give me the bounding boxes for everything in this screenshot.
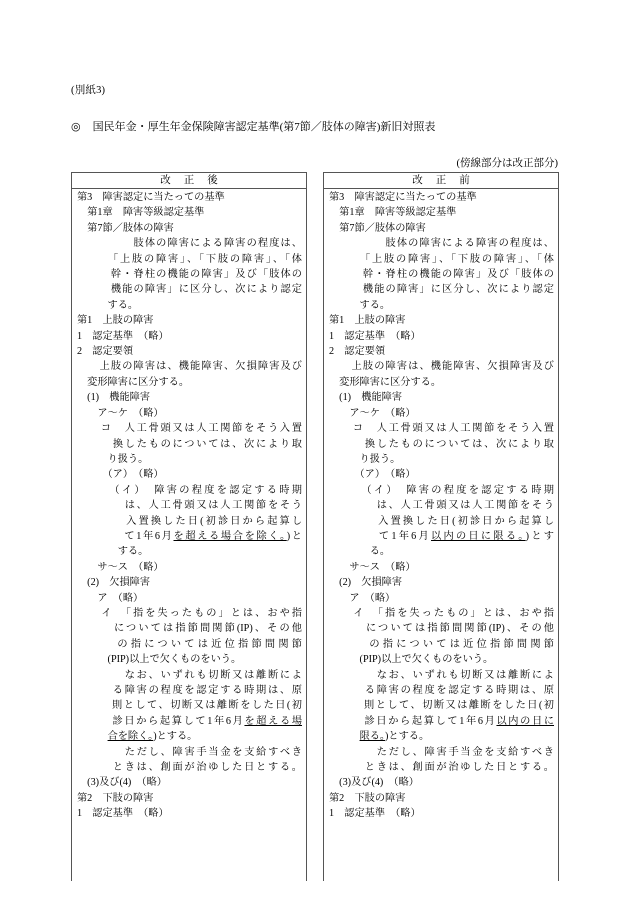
revised-text: 以内の日に限る。 bbox=[431, 530, 526, 542]
text-line: 2 認定要領 bbox=[77, 346, 134, 358]
text-line: コ 人工骨頭又は人工関節をそう入置 bbox=[329, 423, 554, 435]
text-line: ときは、創面が治ゆした日とする。 bbox=[77, 762, 302, 774]
text-line: サ～ス （略） bbox=[77, 561, 164, 573]
text-run: )とする。 bbox=[385, 731, 430, 743]
text-line: 2 認定要領 bbox=[329, 346, 386, 358]
revised-text: を超える場合を除く。 bbox=[173, 530, 287, 542]
text-line: (1) 機能障害 bbox=[77, 392, 151, 404]
text-line: 1 認定基準 （略） bbox=[77, 330, 169, 342]
text-line: （ア） （略） bbox=[77, 469, 164, 481]
text-line: 変形障害に区分する。 bbox=[329, 376, 442, 388]
text-line: 「上肢の障害」、「下肢の障害」、「体 bbox=[329, 253, 554, 265]
text-line: ア （略） bbox=[77, 592, 144, 604]
text-run: )とす bbox=[525, 530, 554, 542]
text-line: イ 「指を失ったもの」とは、おや指 bbox=[329, 607, 554, 619]
document-title-text: 国民年金・厚生年金保険障害認定基準(第7節／肢体の障害)新旧対照表 bbox=[92, 121, 436, 133]
text-line: 第2 下肢の障害 bbox=[77, 792, 154, 804]
text-line: については指節間関節(IP)、その他 bbox=[329, 623, 554, 635]
table-column-before bbox=[323, 172, 559, 881]
text-line: 機能の障害」に区分し、次により認定 bbox=[329, 284, 554, 296]
text-line: ただし、障害手当金を支給すべき bbox=[77, 746, 302, 758]
attachment-label: (別紙3) bbox=[71, 85, 106, 96]
revised-text: 合を除く。 bbox=[107, 731, 154, 743]
text-line: 換したものについては、次により取 bbox=[77, 438, 302, 450]
text-line: 第2 下肢の障害 bbox=[329, 792, 406, 804]
document-title bbox=[71, 118, 435, 134]
text-line: 「上肢の障害」、「下肢の障害」、「体 bbox=[77, 253, 302, 265]
text-line: 則として、切断又は離断をした日(初 bbox=[329, 700, 554, 712]
text-line: は、人工骨頭又は人工関節をそう bbox=[329, 500, 554, 512]
column-body-before bbox=[324, 189, 558, 881]
text-line: イ 「指を失ったもの」とは、おや指 bbox=[77, 607, 302, 619]
text-line: (PIP)以上で欠くものをいう。 bbox=[329, 654, 494, 666]
text-line: (3)及び(4) （略） bbox=[329, 777, 419, 789]
text-line: （ア） （略） bbox=[329, 469, 416, 481]
text-line: る障害の程度を認定する時期は、原 bbox=[329, 685, 554, 696]
text-line: 第7節／肢体の障害 bbox=[329, 222, 426, 234]
text-line: は、人工骨頭又は人工関節をそう bbox=[77, 500, 302, 512]
text-line: サ～ス （略） bbox=[329, 561, 416, 573]
text-line: (2) 欠損障害 bbox=[329, 577, 403, 589]
text-line bbox=[329, 714, 554, 729]
text-line bbox=[77, 729, 302, 744]
text-line: 肢体の障害による障害の程度は、 bbox=[329, 238, 554, 250]
column-body-after bbox=[72, 189, 306, 881]
text-line bbox=[77, 714, 302, 729]
revised-text: を超える場 bbox=[244, 715, 303, 727]
text-line bbox=[329, 529, 554, 544]
text-line: る障害の程度を認定する時期は、原 bbox=[77, 685, 302, 696]
text-line: 幹・脊柱の機能の障害」及び「肢体の bbox=[77, 269, 302, 281]
text-line: 換したものについては、次により取 bbox=[329, 438, 554, 450]
text-line: (PIP)以上で欠くものをいう。 bbox=[77, 654, 242, 666]
text-run: 診日から起算して1年6月 bbox=[77, 715, 245, 727]
text-line: する。 bbox=[77, 546, 149, 558]
text-line: 第1 上肢の障害 bbox=[77, 315, 154, 327]
text-line: する。 bbox=[77, 299, 139, 311]
column-header-before: 改正前 bbox=[324, 173, 558, 189]
text-line bbox=[329, 729, 554, 744]
text-line: コ 人工骨頭又は人工関節をそう入置 bbox=[77, 423, 302, 435]
text-line: 第1章 障害等級認定基準 bbox=[329, 207, 457, 219]
text-line: ア～ケ （略） bbox=[329, 407, 416, 419]
text-line: 則として、切断又は離断をした日(初 bbox=[77, 700, 302, 712]
text-line: 入置換した日(初診日から起算し bbox=[329, 515, 554, 527]
text-run bbox=[77, 731, 108, 742]
text-line: ア （略） bbox=[329, 592, 396, 604]
revised-text: 限る。 bbox=[359, 731, 386, 743]
revised-text: 以内の日に bbox=[496, 715, 555, 727]
text-run bbox=[329, 731, 360, 742]
text-line: 上肢の障害は、機能障害、欠損障害及び bbox=[77, 361, 302, 373]
text-line: （イ） 障害の程度を認定する時期 bbox=[329, 484, 554, 496]
circle-mark-icon: ◎ bbox=[71, 121, 81, 133]
text-line: る。 bbox=[329, 546, 391, 558]
text-line: なお、いずれも切断又は離断によ bbox=[77, 669, 302, 681]
text-line: 第1 上肢の障害 bbox=[329, 315, 406, 327]
text-line: 肢体の障害による障害の程度は、 bbox=[77, 238, 302, 250]
text-line bbox=[77, 529, 302, 544]
text-line: り扱う。 bbox=[77, 453, 149, 465]
text-line: ア～ケ （略） bbox=[77, 407, 164, 419]
column-header-after: 改正後 bbox=[72, 173, 306, 189]
text-run: )とする。 bbox=[153, 731, 198, 743]
text-line: 第3 障害認定に当たっての基準 bbox=[329, 192, 477, 203]
text-line: ときは、創面が治ゆした日とする。 bbox=[329, 762, 554, 774]
text-line: 第7節／肢体の障害 bbox=[77, 222, 174, 234]
text-run: て1年6月 bbox=[77, 530, 174, 542]
text-run: て1年6月 bbox=[329, 530, 432, 542]
text-line: 第3 障害認定に当たっての基準 bbox=[77, 192, 225, 203]
text-line: ただし、障害手当金を支給すべき bbox=[329, 746, 554, 758]
text-line: については指節間関節(IP)、その他 bbox=[77, 623, 302, 635]
text-line: 第1章 障害等級認定基準 bbox=[77, 207, 205, 219]
text-run: )と bbox=[286, 530, 302, 542]
text-line: り扱う。 bbox=[329, 453, 401, 465]
text-line: 幹・脊柱の機能の障害」及び「肢体の bbox=[329, 269, 554, 281]
text-line: 入置換した日(初診日から起算し bbox=[77, 515, 302, 527]
text-line: 1 認定基準 （略） bbox=[77, 808, 169, 820]
text-line: 変形障害に区分する。 bbox=[77, 376, 190, 388]
comparison-tables bbox=[71, 172, 559, 881]
text-line: なお、いずれも切断又は離断によ bbox=[329, 669, 554, 681]
table-column-after bbox=[71, 172, 307, 881]
text-line: （イ） 障害の程度を認定する時期 bbox=[77, 484, 302, 496]
text-line: の指については近位指節間関節 bbox=[77, 638, 302, 650]
revision-note: (傍線部分は改正部分) bbox=[456, 158, 558, 169]
text-line: (3)及び(4) （略） bbox=[77, 777, 167, 789]
text-line: 1 認定基準 （略） bbox=[329, 808, 421, 820]
text-line: (1) 機能障害 bbox=[329, 392, 403, 404]
text-line: (2) 欠損障害 bbox=[77, 577, 151, 589]
text-line: 上肢の障害は、機能障害、欠損障害及び bbox=[329, 361, 554, 373]
text-line: 1 認定基準 （略） bbox=[329, 330, 421, 342]
text-line: する。 bbox=[329, 299, 391, 311]
text-line: 機能の障害」に区分し、次により認定 bbox=[77, 284, 302, 296]
text-run: 診日から起算して1年6月 bbox=[329, 715, 497, 727]
text-line: の指については近位指節間関節 bbox=[329, 638, 554, 650]
